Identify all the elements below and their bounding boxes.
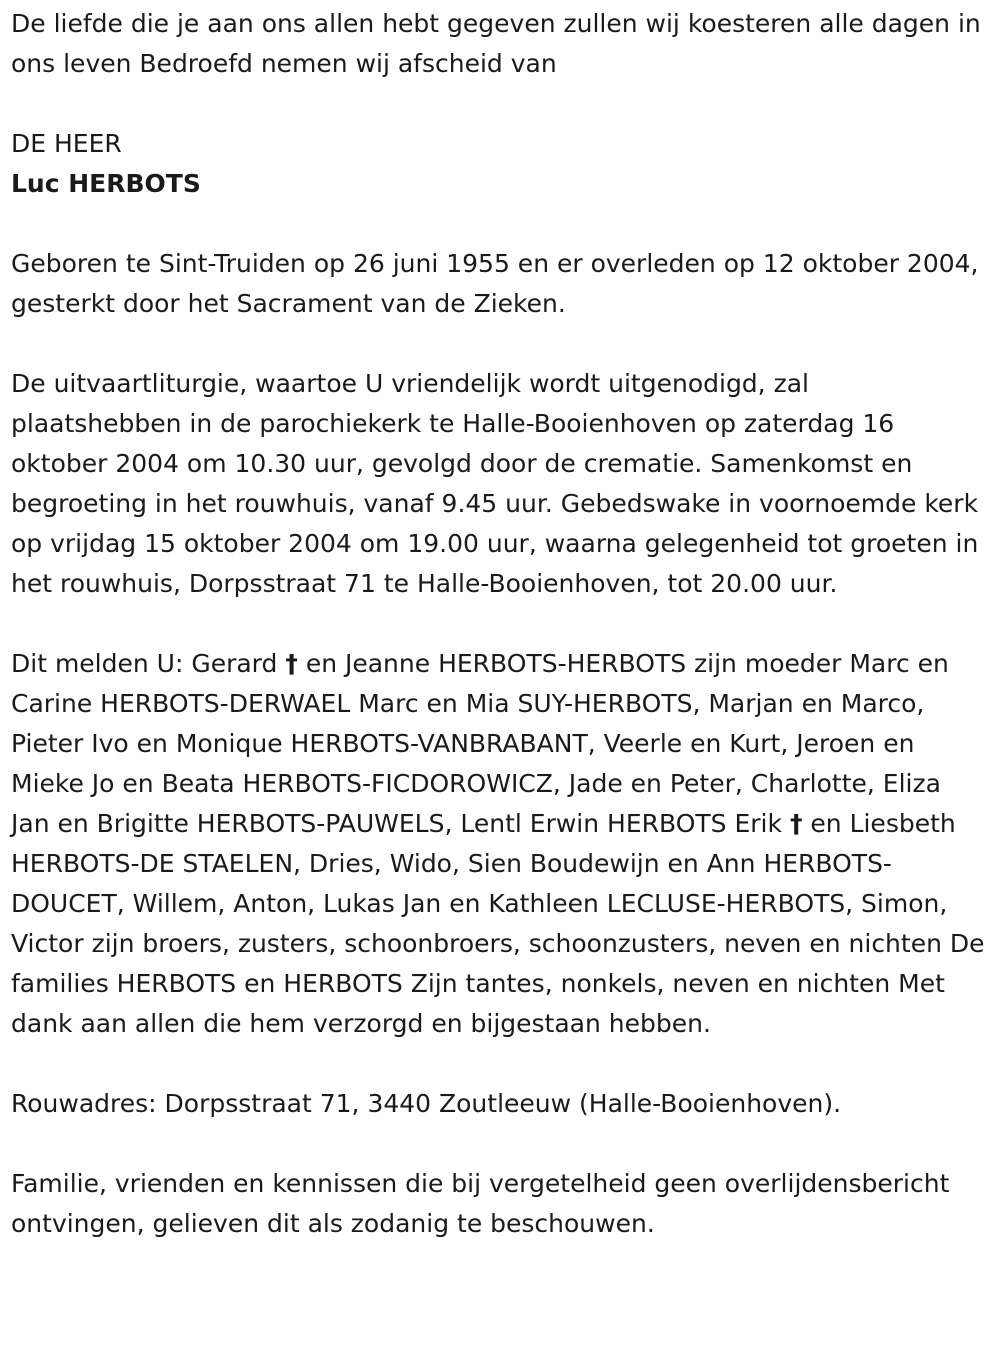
obituary-text — [11, 4, 987, 1244]
spacer — [11, 1124, 987, 1164]
family-text-1: Dit melden U: Gerard — [11, 649, 278, 678]
family-paragraph — [11, 644, 987, 1044]
family-text-2: en Jeanne HERBOTS-HERBOTS zijn moeder Marc en Carine HERBOTS-DERWAEL Marc en Mia SUY-HERBOTS, Marjan en Marco, Pieter Ivo en Monique HERBOTS-VANBRABANT, Veerle en Kurt, Jeroen en Mieke Jo en Beata HERBOTS-FICDOROWICZ, Jade en Peter, Charlotte, Eliza Jan en Brigitte HERBOTS-PAUWELS, Lentl Erwin HERBOTS Erik — [11, 649, 949, 838]
title-prefix: DE HEER — [11, 129, 122, 158]
spacer — [11, 204, 987, 244]
deceased-name: Luc HERBOTS — [11, 169, 201, 198]
cross-icon: † — [789, 809, 803, 838]
spacer — [11, 1044, 987, 1084]
spacer — [11, 324, 987, 364]
funeral-paragraph: De uitvaartliturgie, waartoe U vriendelijk wordt uitgenodigd, zal plaatshebben in de parochiekerk te Halle-Booienhoven op zaterdag 16 oktober 2004 om 10.30 uur, gevolgd door de crematie. Samenkomst en begroeting in het rouwhuis, vanaf 9.45 uur. Gebedswake in voornoemde kerk op vrijdag 15 oktober 2004 om 19.00 uur, waarna gelegenheid tot groeten in het rouwhuis, Dorpsstraat 71 te Halle-Booienhoven, tot 20.00 uur. — [11, 369, 979, 598]
address-paragraph: Rouwadres: Dorpsstraat 71, 3440 Zoutleeuw (Halle-Booienhoven). — [11, 1089, 842, 1118]
intro-paragraph: De liefde die je aan ons allen hebt gegeven zullen wij koesteren alle dagen in ons leven Bedroefd nemen wij afscheid van — [11, 9, 981, 78]
family-text-3: en Liesbeth HERBOTS-DE STAELEN, Dries, Wido, Sien Boudewijn en Ann HERBOTS-DOUCET, Willem, Anton, Lukas Jan en Kathleen LECLUSE-HERBOTS, Simon, Victor zijn broers, zusters, schoonbroers, schoonzusters, neven en nichten De families HERBOTS en HERBOTS Zijn tantes, nonkels, neven en nichten Met dank aan allen die hem verzorgd en bijgestaan hebben. — [11, 809, 985, 1038]
birth-death-paragraph: Geboren te Sint-Truiden op 26 juni 1955 en er overleden op 12 oktober 2004, gesterkt door het Sacrament van de Zieken. — [11, 249, 979, 318]
spacer — [11, 84, 987, 124]
spacer — [11, 604, 987, 644]
cross-icon: † — [285, 649, 298, 678]
closing-paragraph: Familie, vrienden en kennissen die bij vergetelheid geen overlijdensbericht ontvingen, gelieven dit als zodanig te beschouwen. — [11, 1169, 950, 1238]
